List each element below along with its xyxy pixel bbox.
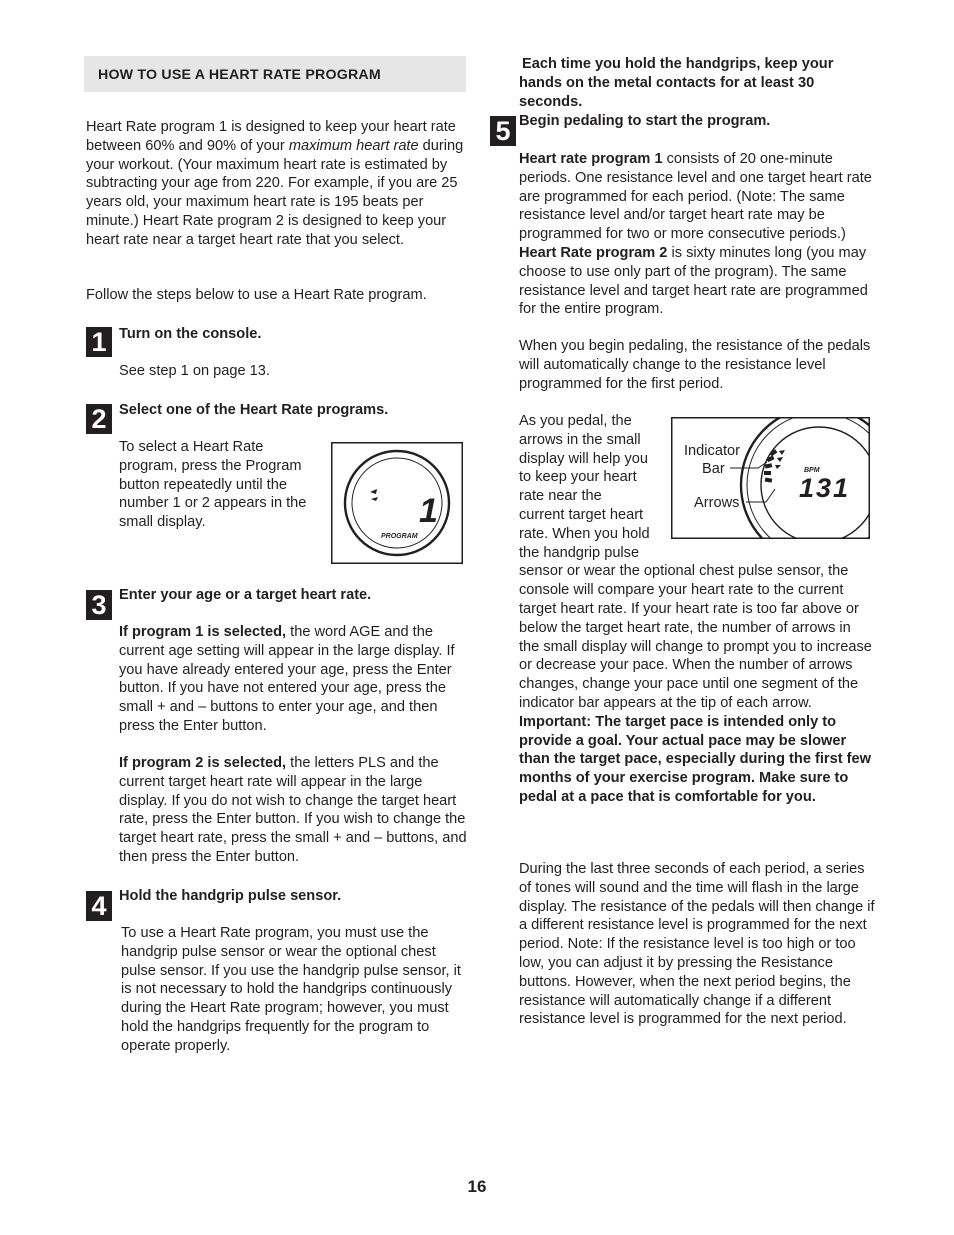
- step-1-title: Turn on the console.: [119, 326, 262, 342]
- step-4-body-continued: Each time you hold the handgrips, keep your hands on the metal contacts for at least 30 seconds.: [519, 56, 834, 110]
- step-5-program-1-text: consists of 20 one-minute periods. One resistance level and one target heart rate are programmed for each period. (Note: The same resistance level and/or target heart rate may be programmed for two or more consecutive periods.): [519, 151, 872, 243]
- step-5-program-2-text: is sixty minutes long (you may choose to use only part of the program). The same resistance level and target heart rate are programmed for the entire program.: [519, 244, 868, 318]
- section-title: HOW TO USE A HEART RATE PROGRAM: [98, 67, 381, 83]
- step-3-p1-lead: If program 1 is selected,: [119, 624, 287, 640]
- step-3-title: Enter your age or a target heart rate.: [119, 587, 372, 603]
- step-1-number: 1: [86, 327, 112, 357]
- intro-text-a: Heart Rate program 1 is designed to keep your heart rate between 60% and 90% of your: [86, 119, 456, 154]
- step-5-programs-paragraph: [519, 150, 877, 319]
- step-2-number: 2: [86, 404, 112, 434]
- step-3-p2-lead: If program 2 is selected,: [119, 755, 287, 771]
- step-3-p2-text: the letters PLS and the current target heart rate will appear in the large display. If you do not wish to change the target heart rate, press the Enter button. If you wish to change the target heart rate, press the small + and – buttons, and then press the Enter button.: [119, 755, 467, 865]
- step-4-title: Hold the handgrip pulse sensor.: [119, 888, 342, 904]
- step-5-arrows-text: As you pedal, the arrows in the small display will help you to keep your heart rate near the current target heart rate. When you hold the handgrip pulse sensor or wear the optional chest pulse sensor, the console will compare your heart rate to the current target heart rate. If your heart rate is too far above or below the target heart rate, the number of arrows in the small display will change to prompt you to increase or decrease your pace. When the number of arrows changes, change your pace until one segment of the indicator bar appears at the tip of each arrow.: [519, 413, 872, 711]
- arrows-label: Arrows: [694, 495, 740, 511]
- step-3-program-1: [119, 623, 471, 736]
- step-2-body: To select a Heart Rate program, press the Program button repeatedly until the number 1 or 2 appears in the small display.: [119, 439, 307, 531]
- page-number: 16: [467, 1177, 487, 1196]
- program-display-illustration: [331, 442, 463, 564]
- heart-rate-reading: 131: [799, 473, 851, 503]
- section-header: [84, 56, 466, 92]
- step-5-program-1-lead: Heart rate program 1: [519, 151, 663, 167]
- intro-paragraph: [86, 118, 470, 250]
- step-4-number: 4: [86, 891, 112, 921]
- step-5-title: Begin pedaling to start the program.: [519, 113, 771, 129]
- indicator-bar-illustration: [671, 417, 870, 539]
- program-label: PROGRAM: [381, 533, 418, 540]
- step-2-title: Select one of the Heart Rate programs.: [119, 402, 389, 418]
- program-digit: 1: [419, 492, 438, 530]
- step-5-pedaling-paragraph: When you begin pedaling, the resistance of the pedals will automatically change to the resistance level programmed for the first period.: [519, 338, 871, 392]
- step-3-number: 3: [86, 590, 112, 620]
- indicator-label-line-1: Indicator: [684, 443, 740, 459]
- step-3-p1-text: the word AGE and the current age setting will appear in the large display. If you have already entered your age, press the Enter button. If you have not entered your age, press the small + and – buttons to enter your age, and then press the Enter button.: [119, 624, 455, 734]
- indicator-label-line-2: Bar: [702, 461, 725, 477]
- step-5-important-note: Important: The target pace is intended only to provide a goal. Your actual pace may be slower than the target pace, especially during the first few months of your exercise program. Make sure to pedal at a pace that is comfortable for you.: [519, 713, 871, 805]
- step-1-body: See step 1 on page 13.: [119, 363, 270, 379]
- step-4-text: To use a Heart Rate program, you must use the handgrip pulse sensor or wear the optional chest pulse sensor. If you use the handgrip pulse sensor, it is not necessary to hold the handgrips continuously during the Heart Rate program; however, you must hold the handgrips frequently for the program to operate properly.: [121, 925, 461, 1054]
- step-5-program-2-lead: Heart Rate program 2: [519, 244, 668, 261]
- intro-text-b: during your workout. (Your maximum heart rate is estimated by subtracting your age from 220. For example, if you are 25 years old, your maximum heart rate is 195 beats per minute.) Heart Rate program 2 is designed to keep your heart rate near a target heart rate that you select.: [86, 137, 464, 248]
- step-5-number: 5: [490, 116, 516, 146]
- step-3-program-2: [119, 754, 471, 867]
- bpm-label: BPM: [804, 467, 820, 474]
- step-4-body: [121, 924, 471, 1056]
- intro-follow-steps: Follow the steps below to use a Heart Rate program.: [86, 287, 427, 303]
- intro-emphasis: maximum heart rate: [288, 137, 419, 154]
- step-5-last-seconds-paragraph: During the last three seconds of each period, a series of tones will sound and the time will flash in the large display. The resistance of the pedals will then change if a different resistance level is programmed for the next period. Note: If the resistance level is too high or too low, you can adjust it by pressing the Resistance buttons. However, when the next period begins, the resistance will automatically change if a different resistance level is programmed for the next period.: [519, 861, 875, 1028]
